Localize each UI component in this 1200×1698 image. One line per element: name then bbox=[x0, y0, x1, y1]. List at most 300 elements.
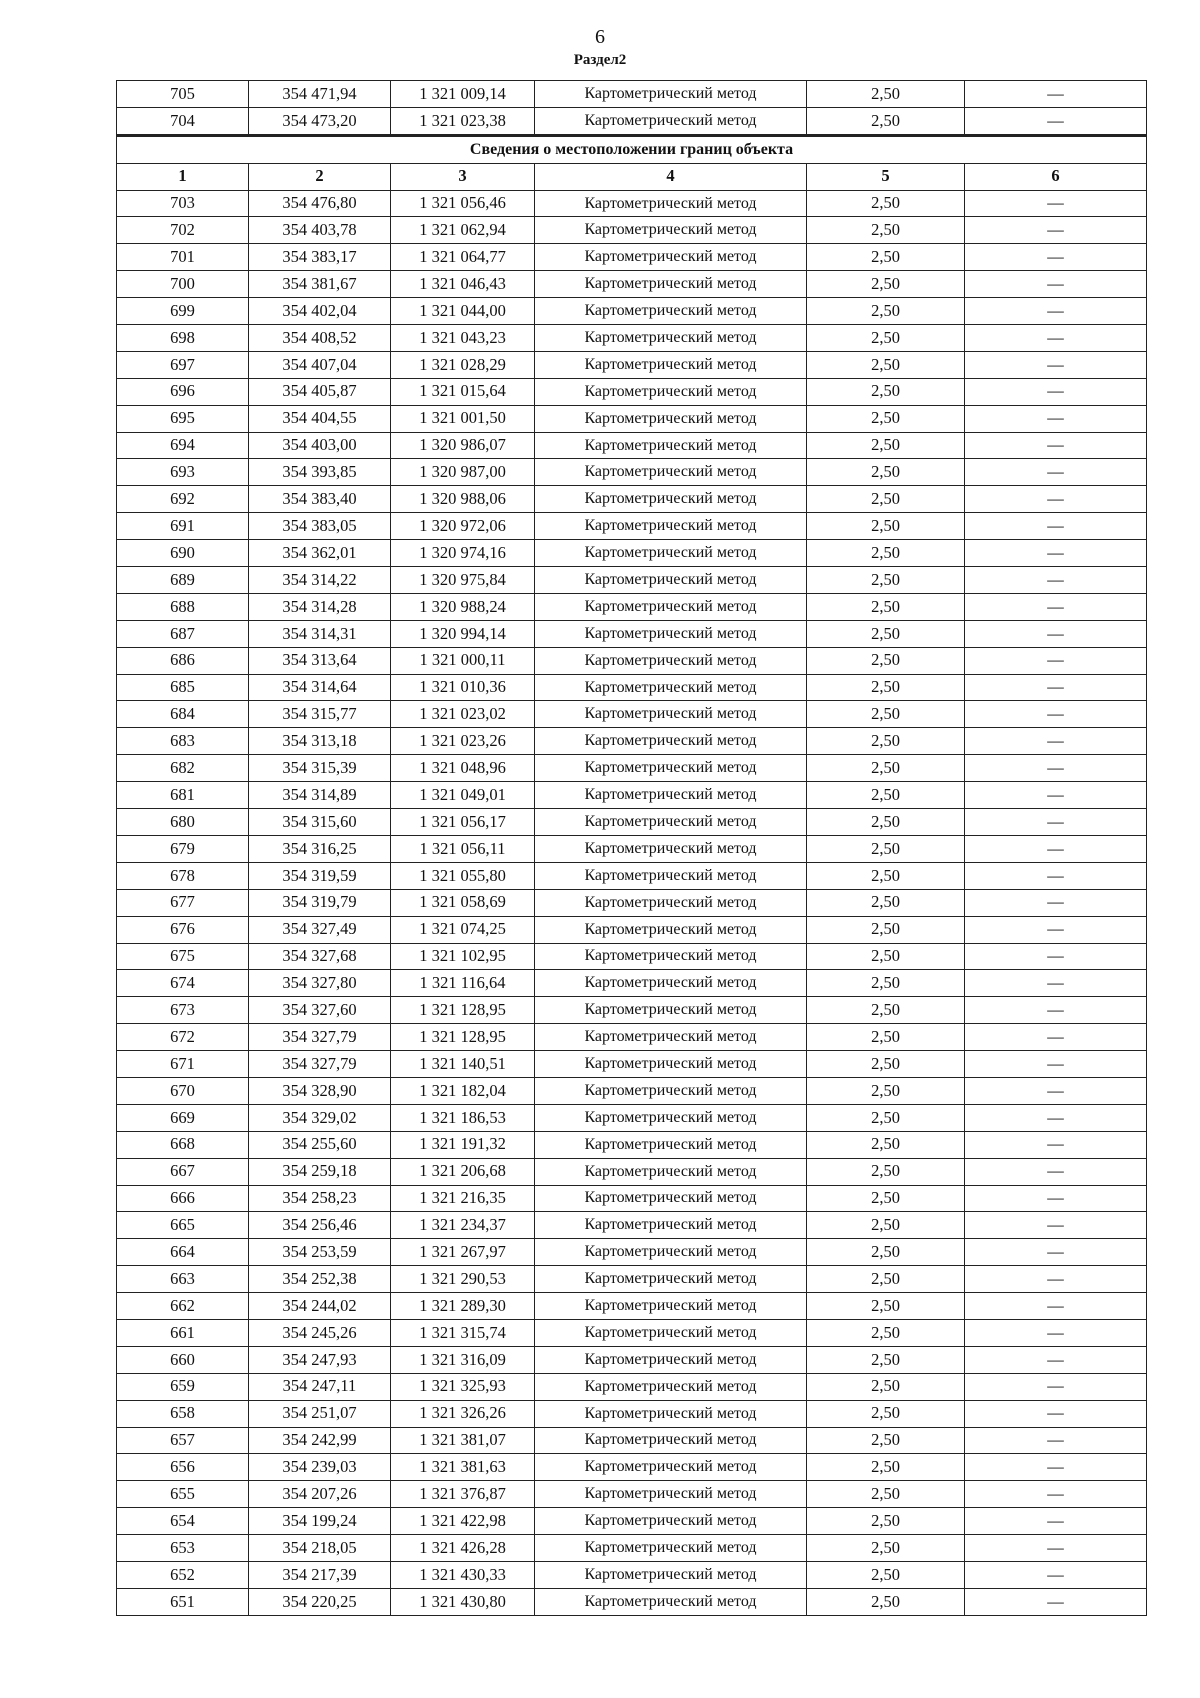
x-coordinate-cell: 354 319,79 bbox=[249, 889, 391, 916]
x-coordinate-cell: 354 402,04 bbox=[249, 298, 391, 325]
x-coordinate-cell: 354 316,25 bbox=[249, 835, 391, 862]
table-row bbox=[117, 351, 1147, 378]
method-cell: Картометрический метод bbox=[535, 620, 807, 647]
point-number-cell: 685 bbox=[117, 674, 249, 701]
point-number-cell: 694 bbox=[117, 432, 249, 459]
y-coordinate-cell: 1 320 972,06 bbox=[391, 513, 535, 540]
x-coordinate-cell: 354 383,17 bbox=[249, 244, 391, 271]
method-cell: Картометрический метод bbox=[535, 1481, 807, 1508]
method-cell: Картометрический метод bbox=[535, 782, 807, 809]
point-number-cell: 682 bbox=[117, 755, 249, 782]
table-row bbox=[117, 81, 1147, 108]
description-cell: — bbox=[965, 593, 1147, 620]
method-cell: Картометрический метод bbox=[535, 271, 807, 298]
table-title: Сведения о местоположении границ объекта bbox=[117, 135, 1147, 163]
accuracy-cell: 2,50 bbox=[807, 593, 965, 620]
accuracy-cell: 2,50 bbox=[807, 1561, 965, 1588]
point-number-cell: 697 bbox=[117, 351, 249, 378]
description-cell: — bbox=[965, 1427, 1147, 1454]
point-number-cell: 665 bbox=[117, 1212, 249, 1239]
table-row bbox=[117, 916, 1147, 943]
x-coordinate-cell: 354 218,05 bbox=[249, 1535, 391, 1562]
y-coordinate-cell: 1 320 974,16 bbox=[391, 540, 535, 567]
y-coordinate-cell: 1 321 055,80 bbox=[391, 862, 535, 889]
point-number-cell: 651 bbox=[117, 1588, 249, 1615]
description-cell: — bbox=[965, 1077, 1147, 1104]
y-coordinate-cell: 1 321 430,80 bbox=[391, 1588, 535, 1615]
point-number-cell: 661 bbox=[117, 1319, 249, 1346]
table-row bbox=[117, 405, 1147, 432]
description-cell: — bbox=[965, 1373, 1147, 1400]
description-cell: — bbox=[965, 513, 1147, 540]
description-cell: — bbox=[965, 1185, 1147, 1212]
y-coordinate-cell: 1 321 023,02 bbox=[391, 701, 535, 728]
y-coordinate-cell: 1 321 102,95 bbox=[391, 943, 535, 970]
table-row bbox=[117, 244, 1147, 271]
method-cell: Картометрический метод bbox=[535, 916, 807, 943]
method-cell: Картометрический метод bbox=[535, 701, 807, 728]
x-coordinate-cell: 354 239,03 bbox=[249, 1454, 391, 1481]
table-row bbox=[117, 1588, 1147, 1615]
method-cell: Картометрический метод bbox=[535, 325, 807, 352]
x-coordinate-cell: 354 327,80 bbox=[249, 970, 391, 997]
accuracy-cell: 2,50 bbox=[807, 674, 965, 701]
accuracy-cell: 2,50 bbox=[807, 701, 965, 728]
x-coordinate-cell: 354 327,60 bbox=[249, 997, 391, 1024]
accuracy-cell: 2,50 bbox=[807, 862, 965, 889]
y-coordinate-cell: 1 321 023,26 bbox=[391, 728, 535, 755]
table-row bbox=[117, 1319, 1147, 1346]
table-row bbox=[117, 486, 1147, 513]
point-number-cell: 693 bbox=[117, 459, 249, 486]
description-cell: — bbox=[965, 1508, 1147, 1535]
description-cell: — bbox=[965, 81, 1147, 108]
accuracy-cell: 2,50 bbox=[807, 1588, 965, 1615]
method-cell: Картометрический метод bbox=[535, 190, 807, 217]
accuracy-cell: 2,50 bbox=[807, 755, 965, 782]
method-cell: Картометрический метод bbox=[535, 378, 807, 405]
accuracy-cell: 2,50 bbox=[807, 997, 965, 1024]
x-coordinate-cell: 354 315,60 bbox=[249, 809, 391, 836]
y-coordinate-cell: 1 321 043,23 bbox=[391, 325, 535, 352]
y-coordinate-cell: 1 321 001,50 bbox=[391, 405, 535, 432]
point-number-cell: 683 bbox=[117, 728, 249, 755]
x-coordinate-cell: 354 207,26 bbox=[249, 1481, 391, 1508]
x-coordinate-cell: 354 327,79 bbox=[249, 1051, 391, 1078]
table-row bbox=[117, 1131, 1147, 1158]
y-coordinate-cell: 1 321 381,63 bbox=[391, 1454, 535, 1481]
y-coordinate-cell: 1 321 140,51 bbox=[391, 1051, 535, 1078]
table-row bbox=[117, 997, 1147, 1024]
accuracy-cell: 2,50 bbox=[807, 190, 965, 217]
method-cell: Картометрический метод bbox=[535, 755, 807, 782]
method-cell: Картометрический метод bbox=[535, 1561, 807, 1588]
method-cell: Картометрический метод bbox=[535, 1104, 807, 1131]
accuracy-cell: 2,50 bbox=[807, 1454, 965, 1481]
method-cell: Картометрический метод bbox=[535, 351, 807, 378]
accuracy-cell: 2,50 bbox=[807, 432, 965, 459]
y-coordinate-cell: 1 321 116,64 bbox=[391, 970, 535, 997]
x-coordinate-cell: 354 383,05 bbox=[249, 513, 391, 540]
point-number-cell: 675 bbox=[117, 943, 249, 970]
point-number-cell: 680 bbox=[117, 809, 249, 836]
accuracy-cell: 2,50 bbox=[807, 1212, 965, 1239]
x-coordinate-cell: 354 327,68 bbox=[249, 943, 391, 970]
column-number: 5 bbox=[807, 163, 965, 190]
x-coordinate-cell: 354 242,99 bbox=[249, 1427, 391, 1454]
description-cell: — bbox=[965, 567, 1147, 594]
method-cell: Картометрический метод bbox=[535, 997, 807, 1024]
method-cell: Картометрический метод bbox=[535, 970, 807, 997]
point-number-cell: 669 bbox=[117, 1104, 249, 1131]
x-coordinate-cell: 354 199,24 bbox=[249, 1508, 391, 1535]
accuracy-cell: 2,50 bbox=[807, 1293, 965, 1320]
x-coordinate-cell: 354 314,28 bbox=[249, 593, 391, 620]
accuracy-cell: 2,50 bbox=[807, 244, 965, 271]
accuracy-cell: 2,50 bbox=[807, 217, 965, 244]
accuracy-cell: 2,50 bbox=[807, 1239, 965, 1266]
accuracy-cell: 2,50 bbox=[807, 486, 965, 513]
description-cell: — bbox=[965, 486, 1147, 513]
x-coordinate-cell: 354 258,23 bbox=[249, 1185, 391, 1212]
description-cell: — bbox=[965, 1051, 1147, 1078]
method-cell: Картометрический метод bbox=[535, 567, 807, 594]
x-coordinate-cell: 354 247,11 bbox=[249, 1373, 391, 1400]
description-cell: — bbox=[965, 405, 1147, 432]
x-coordinate-cell: 354 253,59 bbox=[249, 1239, 391, 1266]
x-coordinate-cell: 354 256,46 bbox=[249, 1212, 391, 1239]
description-cell: — bbox=[965, 271, 1147, 298]
accuracy-cell: 2,50 bbox=[807, 1266, 965, 1293]
table-row bbox=[117, 459, 1147, 486]
description-cell: — bbox=[965, 1561, 1147, 1588]
point-number-cell: 674 bbox=[117, 970, 249, 997]
description-cell: — bbox=[965, 620, 1147, 647]
method-cell: Картометрический метод bbox=[535, 1239, 807, 1266]
accuracy-cell: 2,50 bbox=[807, 916, 965, 943]
y-coordinate-cell: 1 321 009,14 bbox=[391, 81, 535, 108]
x-coordinate-cell: 354 405,87 bbox=[249, 378, 391, 405]
description-cell: — bbox=[965, 1158, 1147, 1185]
table-row bbox=[117, 325, 1147, 352]
accuracy-cell: 2,50 bbox=[807, 1051, 965, 1078]
description-cell: — bbox=[965, 835, 1147, 862]
accuracy-cell: 2,50 bbox=[807, 835, 965, 862]
table-row bbox=[117, 701, 1147, 728]
accuracy-cell: 2,50 bbox=[807, 1535, 965, 1562]
accuracy-cell: 2,50 bbox=[807, 540, 965, 567]
point-number-cell: 659 bbox=[117, 1373, 249, 1400]
description-cell: — bbox=[965, 1319, 1147, 1346]
y-coordinate-cell: 1 321 430,33 bbox=[391, 1561, 535, 1588]
table-row bbox=[117, 1212, 1147, 1239]
accuracy-cell: 2,50 bbox=[807, 1508, 965, 1535]
table-row bbox=[117, 593, 1147, 620]
point-number-cell: 660 bbox=[117, 1346, 249, 1373]
x-coordinate-cell: 354 315,77 bbox=[249, 701, 391, 728]
method-cell: Картометрический метод bbox=[535, 1212, 807, 1239]
method-cell: Картометрический метод bbox=[535, 513, 807, 540]
table-row bbox=[117, 271, 1147, 298]
point-number-cell: 686 bbox=[117, 647, 249, 674]
method-cell: Картометрический метод bbox=[535, 1293, 807, 1320]
table-row bbox=[117, 1373, 1147, 1400]
table-row bbox=[117, 1508, 1147, 1535]
x-coordinate-cell: 354 404,55 bbox=[249, 405, 391, 432]
point-number-cell: 687 bbox=[117, 620, 249, 647]
x-coordinate-cell: 354 319,59 bbox=[249, 862, 391, 889]
description-cell: — bbox=[965, 916, 1147, 943]
point-number-cell: 688 bbox=[117, 593, 249, 620]
y-coordinate-cell: 1 321 381,07 bbox=[391, 1427, 535, 1454]
point-number-cell: 654 bbox=[117, 1508, 249, 1535]
method-cell: Картометрический метод bbox=[535, 889, 807, 916]
method-cell: Картометрический метод bbox=[535, 1400, 807, 1427]
y-coordinate-cell: 1 321 056,17 bbox=[391, 809, 535, 836]
point-number-cell: 702 bbox=[117, 217, 249, 244]
table-row bbox=[117, 217, 1147, 244]
table-row bbox=[117, 1561, 1147, 1588]
table-row bbox=[117, 835, 1147, 862]
accuracy-cell: 2,50 bbox=[807, 782, 965, 809]
point-number-cell: 667 bbox=[117, 1158, 249, 1185]
description-cell: — bbox=[965, 1266, 1147, 1293]
description-cell: — bbox=[965, 217, 1147, 244]
x-coordinate-cell: 354 327,79 bbox=[249, 1024, 391, 1051]
table-row bbox=[117, 1293, 1147, 1320]
y-coordinate-cell: 1 320 986,07 bbox=[391, 432, 535, 459]
accuracy-cell: 2,50 bbox=[807, 298, 965, 325]
point-number-cell: 701 bbox=[117, 244, 249, 271]
accuracy-cell: 2,50 bbox=[807, 1158, 965, 1185]
y-coordinate-cell: 1 321 044,00 bbox=[391, 298, 535, 325]
x-coordinate-cell: 354 255,60 bbox=[249, 1131, 391, 1158]
method-cell: Картометрический метод bbox=[535, 1346, 807, 1373]
column-number: 6 bbox=[965, 163, 1147, 190]
y-coordinate-cell: 1 321 028,29 bbox=[391, 351, 535, 378]
y-coordinate-cell: 1 321 023,38 bbox=[391, 107, 535, 135]
description-cell: — bbox=[965, 432, 1147, 459]
accuracy-cell: 2,50 bbox=[807, 81, 965, 108]
y-coordinate-cell: 1 321 316,09 bbox=[391, 1346, 535, 1373]
table-row bbox=[117, 107, 1147, 135]
description-cell: — bbox=[965, 325, 1147, 352]
accuracy-cell: 2,50 bbox=[807, 1104, 965, 1131]
method-cell: Картометрический метод bbox=[535, 405, 807, 432]
y-coordinate-cell: 1 321 128,95 bbox=[391, 1024, 535, 1051]
x-coordinate-cell: 354 383,40 bbox=[249, 486, 391, 513]
method-cell: Картометрический метод bbox=[535, 432, 807, 459]
point-number-cell: 671 bbox=[117, 1051, 249, 1078]
accuracy-cell: 2,50 bbox=[807, 1346, 965, 1373]
continued-rows bbox=[117, 81, 1147, 136]
accuracy-cell: 2,50 bbox=[807, 513, 965, 540]
point-number-cell: 698 bbox=[117, 325, 249, 352]
table-row bbox=[117, 862, 1147, 889]
method-cell: Картометрический метод bbox=[535, 1158, 807, 1185]
accuracy-cell: 2,50 bbox=[807, 809, 965, 836]
section-title: Раздел2 bbox=[573, 52, 627, 68]
accuracy-cell: 2,50 bbox=[807, 271, 965, 298]
method-cell: Картометрический метод bbox=[535, 943, 807, 970]
method-cell: Картометрический метод bbox=[535, 540, 807, 567]
y-coordinate-cell: 1 321 290,53 bbox=[391, 1266, 535, 1293]
table-row bbox=[117, 540, 1147, 567]
y-coordinate-cell: 1 321 058,69 bbox=[391, 889, 535, 916]
description-cell: — bbox=[965, 809, 1147, 836]
description-cell: — bbox=[965, 1346, 1147, 1373]
point-number-cell: 673 bbox=[117, 997, 249, 1024]
method-cell: Картометрический метод bbox=[535, 1131, 807, 1158]
method-cell: Картометрический метод bbox=[535, 1319, 807, 1346]
point-number-cell: 676 bbox=[117, 916, 249, 943]
description-cell: — bbox=[965, 862, 1147, 889]
description-cell: — bbox=[965, 943, 1147, 970]
point-number-cell: 677 bbox=[117, 889, 249, 916]
point-number-cell: 652 bbox=[117, 1561, 249, 1588]
method-cell: Картометрический метод bbox=[535, 81, 807, 108]
description-cell: — bbox=[965, 1131, 1147, 1158]
description-cell: — bbox=[965, 1024, 1147, 1051]
table-row bbox=[117, 1346, 1147, 1373]
description-cell: — bbox=[965, 728, 1147, 755]
point-number-cell: 664 bbox=[117, 1239, 249, 1266]
description-cell: — bbox=[965, 107, 1147, 135]
description-cell: — bbox=[965, 1535, 1147, 1562]
x-coordinate-cell: 354 471,94 bbox=[249, 81, 391, 108]
table-row bbox=[117, 1024, 1147, 1051]
point-number-cell: 668 bbox=[117, 1131, 249, 1158]
accuracy-cell: 2,50 bbox=[807, 1024, 965, 1051]
point-number-cell: 692 bbox=[117, 486, 249, 513]
y-coordinate-cell: 1 321 048,96 bbox=[391, 755, 535, 782]
table-row bbox=[117, 567, 1147, 594]
table-body bbox=[117, 190, 1147, 1615]
method-cell: Картометрический метод bbox=[535, 862, 807, 889]
table-row bbox=[117, 674, 1147, 701]
description-cell: — bbox=[965, 970, 1147, 997]
y-coordinate-cell: 1 321 216,35 bbox=[391, 1185, 535, 1212]
accuracy-cell: 2,50 bbox=[807, 1131, 965, 1158]
point-number-cell: 700 bbox=[117, 271, 249, 298]
y-coordinate-cell: 1 321 064,77 bbox=[391, 244, 535, 271]
column-number-row bbox=[117, 163, 1147, 190]
accuracy-cell: 2,50 bbox=[807, 647, 965, 674]
x-coordinate-cell: 354 473,20 bbox=[249, 107, 391, 135]
description-cell: — bbox=[965, 1454, 1147, 1481]
y-coordinate-cell: 1 321 315,74 bbox=[391, 1319, 535, 1346]
method-cell: Картометрический метод bbox=[535, 1185, 807, 1212]
y-coordinate-cell: 1 321 182,04 bbox=[391, 1077, 535, 1104]
point-number-cell: 662 bbox=[117, 1293, 249, 1320]
point-number-cell: 658 bbox=[117, 1400, 249, 1427]
point-number-cell: 696 bbox=[117, 378, 249, 405]
x-coordinate-cell: 354 381,67 bbox=[249, 271, 391, 298]
x-coordinate-cell: 354 259,18 bbox=[249, 1158, 391, 1185]
method-cell: Картометрический метод bbox=[535, 593, 807, 620]
description-cell: — bbox=[965, 1104, 1147, 1131]
method-cell: Картометрический метод bbox=[535, 1024, 807, 1051]
y-coordinate-cell: 1 321 186,53 bbox=[391, 1104, 535, 1131]
point-number-cell: 679 bbox=[117, 835, 249, 862]
table-row bbox=[117, 782, 1147, 809]
method-cell: Картометрический метод bbox=[535, 1373, 807, 1400]
point-number-cell: 695 bbox=[117, 405, 249, 432]
table-row bbox=[117, 1158, 1147, 1185]
y-coordinate-cell: 1 321 056,46 bbox=[391, 190, 535, 217]
description-cell: — bbox=[965, 674, 1147, 701]
y-coordinate-cell: 1 321 376,87 bbox=[391, 1481, 535, 1508]
accuracy-cell: 2,50 bbox=[807, 943, 965, 970]
method-cell: Картометрический метод bbox=[535, 647, 807, 674]
y-coordinate-cell: 1 321 422,98 bbox=[391, 1508, 535, 1535]
method-cell: Картометрический метод bbox=[535, 835, 807, 862]
accuracy-cell: 2,50 bbox=[807, 351, 965, 378]
x-coordinate-cell: 354 362,01 bbox=[249, 540, 391, 567]
description-cell: — bbox=[965, 1293, 1147, 1320]
column-number: 3 bbox=[391, 163, 535, 190]
method-cell: Картометрический метод bbox=[535, 1051, 807, 1078]
y-coordinate-cell: 1 321 062,94 bbox=[391, 217, 535, 244]
point-number-cell: 678 bbox=[117, 862, 249, 889]
x-coordinate-cell: 354 247,93 bbox=[249, 1346, 391, 1373]
table-row bbox=[117, 943, 1147, 970]
y-coordinate-cell: 1 321 056,11 bbox=[391, 835, 535, 862]
table-row bbox=[117, 755, 1147, 782]
y-coordinate-cell: 1 321 206,68 bbox=[391, 1158, 535, 1185]
column-number: 2 bbox=[249, 163, 391, 190]
table-row bbox=[117, 432, 1147, 459]
point-number-cell: 656 bbox=[117, 1454, 249, 1481]
table-row bbox=[117, 889, 1147, 916]
column-number: 4 bbox=[535, 163, 807, 190]
table-row bbox=[117, 970, 1147, 997]
description-cell: — bbox=[965, 1212, 1147, 1239]
y-coordinate-cell: 1 321 128,95 bbox=[391, 997, 535, 1024]
x-coordinate-cell: 354 328,90 bbox=[249, 1077, 391, 1104]
x-coordinate-cell: 354 393,85 bbox=[249, 459, 391, 486]
table-row bbox=[117, 1051, 1147, 1078]
accuracy-cell: 2,50 bbox=[807, 1077, 965, 1104]
description-cell: — bbox=[965, 1588, 1147, 1615]
point-number-cell: 699 bbox=[117, 298, 249, 325]
point-number-cell: 653 bbox=[117, 1535, 249, 1562]
point-number-cell: 690 bbox=[117, 540, 249, 567]
x-coordinate-cell: 354 217,39 bbox=[249, 1561, 391, 1588]
accuracy-cell: 2,50 bbox=[807, 889, 965, 916]
table-row bbox=[117, 1266, 1147, 1293]
y-coordinate-cell: 1 321 046,43 bbox=[391, 271, 535, 298]
x-coordinate-cell: 354 314,31 bbox=[249, 620, 391, 647]
x-coordinate-cell: 354 403,78 bbox=[249, 217, 391, 244]
method-cell: Картометрический метод bbox=[535, 1266, 807, 1293]
description-cell: — bbox=[965, 782, 1147, 809]
x-coordinate-cell: 354 314,89 bbox=[249, 782, 391, 809]
description-cell: — bbox=[965, 351, 1147, 378]
method-cell: Картометрический метод bbox=[535, 809, 807, 836]
accuracy-cell: 2,50 bbox=[807, 107, 965, 135]
table-row bbox=[117, 1077, 1147, 1104]
y-coordinate-cell: 1 321 015,64 bbox=[391, 378, 535, 405]
accuracy-cell: 2,50 bbox=[807, 1185, 965, 1212]
y-coordinate-cell: 1 321 000,11 bbox=[391, 647, 535, 674]
description-cell: — bbox=[965, 298, 1147, 325]
y-coordinate-cell: 1 321 325,93 bbox=[391, 1373, 535, 1400]
accuracy-cell: 2,50 bbox=[807, 459, 965, 486]
accuracy-cell: 2,50 bbox=[807, 325, 965, 352]
x-coordinate-cell: 354 245,26 bbox=[249, 1319, 391, 1346]
point-number-cell: 689 bbox=[117, 567, 249, 594]
